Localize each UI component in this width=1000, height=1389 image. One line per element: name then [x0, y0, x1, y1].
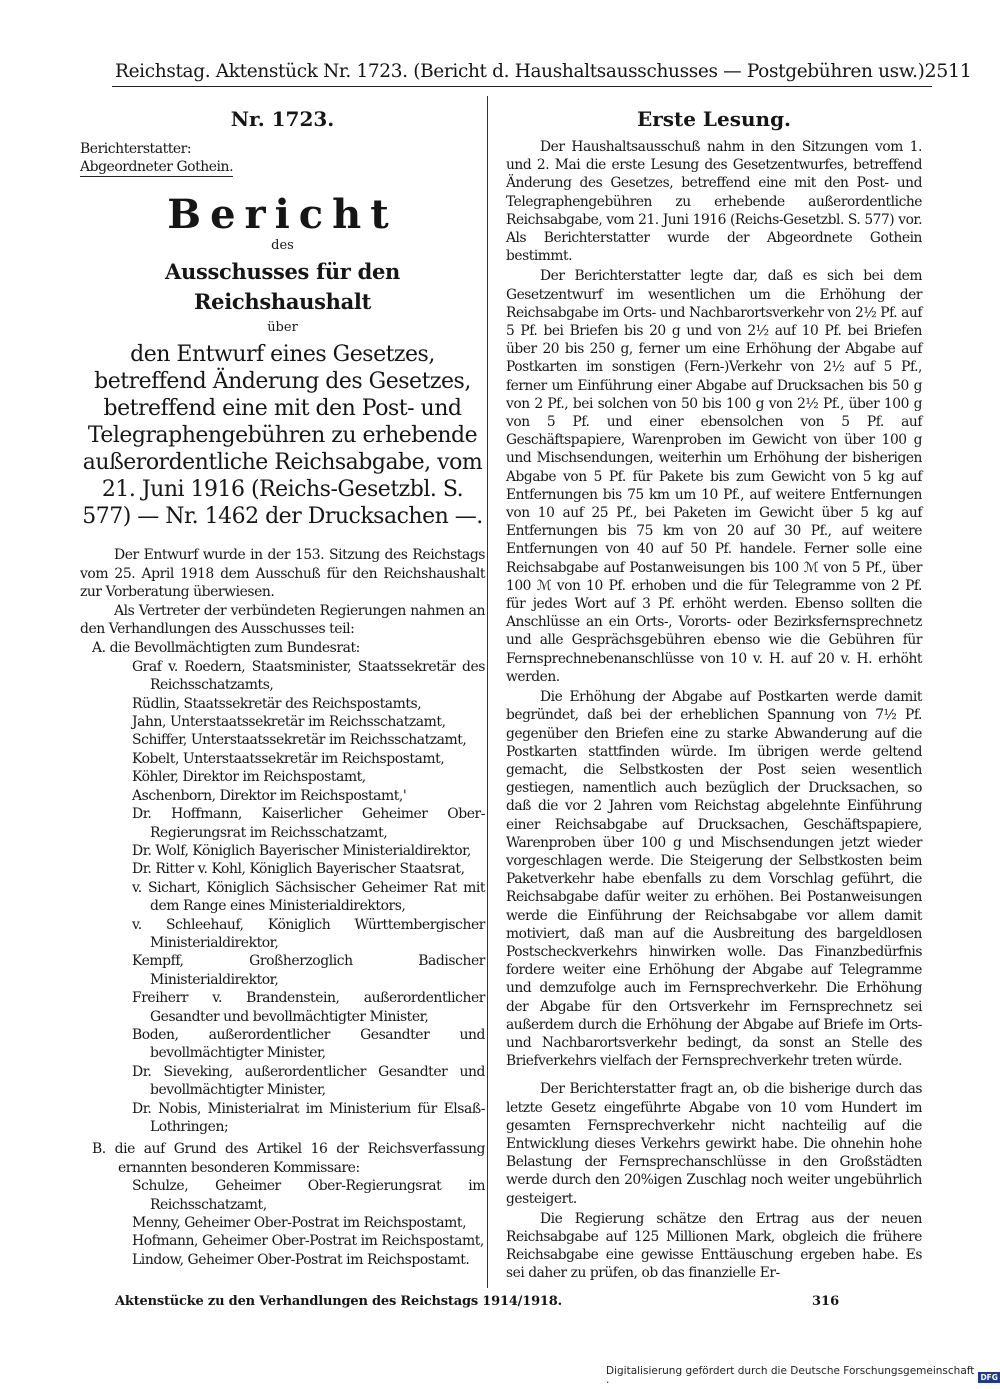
- list-item: v. Schleehauf, Königlich Württembergischer Ministerialdirektor,: [132, 916, 485, 951]
- title-ueber: über: [267, 320, 298, 336]
- report-subject: den Entwurf eines Gesetzes, betreffend Änderung des Gesetzes, betreffend eine mit den Post- und Telegraphengebühren zu erhebende außerordentliche Reichsabgabe, vom 21. Juni 1916 (Reichs-Gesetzbl. S. 577) — Nr. 1462 der Drucksachen —.: [82, 342, 483, 530]
- section-a: [92, 639, 485, 1136]
- paragraph: Die Erhöhung der Abgabe auf Postkarten werde damit begründet, daß bei der erheblichen Spannung von 7½ Pf. gegenüber den Briefen eine zu starke Abwanderung auf die Postkarten stattfinden würde. Im übrigen werde geltend gemacht, die Selbstkosten der Post seien wesentlich gestiegen, namentlich auch bezüglich der Drucksachen, so daß die vor 2 Jahren vom Reichstag abgelehnte Einführung einer Reichsabgabe auf Drucksachen, Geschäftspapiere, Warenproben über 100 g und Mischsendungen jetzt wieder vorgeschlagen werde. Die Steigerung der Selbstkosten beim Paketverkehr habe ebenfalls zu dem Vorschlag geführt, die Reichsabgabe dafür weiter zu erhöhen. Bei Postanweisungen werde die Einführung der Reichsabgabe vor allem damit motiviert, daß man auf die Ausbreitung des bargeldlosen Postscheckverkehrs hinwirken wolle. Das Finanzbedürfnis fordere weiter eine Erhöhung der Abgabe auf Telegramme und demzufolge auch im Fernsprechverkehr. Die Erhöhung der Abgabe für den Ortsverkehr im Fernsprechnetz sei außerdem durch die Erhöhung der Abgabe auf Briefe im Orts- und Nachbarortsverkehr bedingt, da sonst an Stelle des Briefverkehrs vielfach der Fernsprechverkehr treten würde.: [506, 689, 922, 1070]
- left-column: [80, 104, 485, 1269]
- section-a-list: [92, 658, 485, 1137]
- list-item: Menny, Geheimer Ober-Postrat im Reichspostamt,: [132, 1215, 467, 1232]
- list-item: Jahn, Unterstaatssekretär im Reichsschatzamt,: [132, 714, 446, 731]
- list-item: Freiherr v. Brandenstein, außerordentlicher Gesandter und bevollmächtigter Minister,: [132, 990, 485, 1025]
- footer-page-code: 316: [812, 1294, 840, 1309]
- list-item: v. Sichart, Königlich Sächsischer Geheimer Rat mit dem Range eines Ministerialdirektors,: [132, 879, 485, 915]
- list-item: Schulze, Geheimer Ober-Regierungsrat im Reichsschatzamt,: [132, 1178, 485, 1213]
- footer-source: Aktenstücke zu den Verhandlungen des Reichstags 1914/1918.: [115, 1294, 562, 1309]
- right-column: [506, 104, 922, 1285]
- list-item: Boden, außerordentlicher Gesandter und bevollmächtigter Minister,: [132, 1026, 485, 1062]
- digitization-text: Digitalisierung gefördert durch die Deutsche Forschungsgemeinschaft ·: [606, 1365, 975, 1389]
- list-item: Hofmann, Geheimer Ober-Postrat im Reichspostamt,: [132, 1233, 484, 1250]
- section-b-heading: B. die auf Grund des Artikel 16 der Reichsverfassung ernannten besonderen Kommissare:: [92, 1141, 485, 1176]
- running-title: Reichstag. Aktenstück Nr. 1723. (Bericht d. Haushaltsausschusses — Postgebühren usw.): [115, 61, 925, 82]
- paragraph: Die Regierung schätze den Ertrag aus der neuen Reichsabgabe auf 125 Millionen Mark, obgleich die frühere Reichsabgabe eine gewisse Enttäuschung ergeben habe. Es sei daher zu prüfen, ob das finanzielle Er-: [506, 1210, 922, 1282]
- list-item: Kobelt, Unterstaatssekretär im Reichspostamt,: [132, 750, 445, 767]
- digitization-note: [606, 1365, 1000, 1389]
- reporter-name: Abgeordneter Gothein.: [80, 159, 234, 176]
- committee-title: Ausschusses für den Reichshaushalt: [165, 259, 400, 315]
- dfg-logo-icon: DFG: [978, 1372, 1000, 1383]
- reporter-label: Berichterstatter:: [80, 141, 192, 157]
- list-item: Dr. Wolf, Königlich Bayerischer Ministerialdirektor,: [132, 842, 471, 859]
- list-item: Kempff, Großherzoglich Badischer Ministerialdirektor,: [132, 953, 485, 988]
- paragraph: Der Haushaltsausschuß nahm in den Sitzungen vom 1. und 2. Mai die erste Lesung des Gesetzentwurfes, betreffend Änderung des Gesetzes, betreffend eine mit den Post- und Telegraphengebühren zu erhebende außerordentliche Reichsabgabe, vom 21. Juni 1916 (Reichs-Gesetzbl. S. 577) vor. Als Berichterstatter wurde der Abgeordnete Gothein bestimmt.: [506, 139, 922, 265]
- section-b: [92, 1140, 485, 1269]
- list-item: Dr. Sieveking, außerordentlicher Gesandter und bevollmächtigter Minister,: [132, 1063, 485, 1099]
- header-rule: [112, 86, 932, 87]
- list-item: Rüdlin, Staatssekretär des Reichspostamts,: [132, 695, 422, 712]
- title-des: des: [271, 238, 294, 254]
- representatives-paragraph: Als Vertreter der verbündeten Regierungen nahmen an den Verhandlungen des Ausschusses teil:: [80, 602, 485, 638]
- report-title: Bericht: [167, 191, 398, 239]
- intro-paragraph: Der Entwurf wurde in der 153. Sitzung des Reichstags vom 25. April 1918 dem Ausschuß für den Reichshaushalt zur Vorberatung überwiesen.: [80, 547, 485, 601]
- list-item: Köhler, Direktor im Reichspostamt,: [132, 769, 366, 786]
- list-item: Aschenborn, Direktor im Reichspostamt,': [132, 787, 407, 804]
- document-number: Nr. 1723.: [230, 107, 335, 131]
- paragraph: Der Berichterstatter fragt an, ob die bisherige durch das letzte Gesetz eingeführte Abgabe von 10 vom Hundert im gesamten Fernsprechverkehr nicht nachteilig auf die Entwicklung dieses Verkehrs gewirkt habe. Die ohnehin hohe Belastung der Fernsprechanschlüsse in den Großstädten werde durch den 20%igen Zuschlag noch weiter ungebührlich gesteigert.: [506, 1081, 922, 1207]
- section-a-heading: A. die Bevollmächtigten zum Bundesrat:: [92, 640, 360, 657]
- section-heading: Erste Lesung.: [636, 107, 792, 131]
- list-item: Lindow, Geheimer Ober-Postrat im Reichspostamt.: [132, 1251, 470, 1268]
- running-header: [115, 60, 972, 82]
- list-item: Schiffer, Unterstaatssekretär im Reichsschatzamt,: [132, 732, 467, 749]
- list-item: Dr. Ritter v. Kohl, Königlich Bayerischer Staatsrat,: [132, 861, 465, 878]
- section-b-list: [92, 1177, 485, 1269]
- list-item: Dr. Nobis, Ministerialrat im Ministerium für Elsaß-Lothringen;: [132, 1100, 485, 1135]
- list-item: Dr. Hoffmann, Kaiserlicher Geheimer Ober-Regierungsrat im Reichsschatzamt,: [132, 806, 485, 841]
- paragraph: Der Berichterstatter legte dar, daß es sich bei dem Gesetzentwurf im wesentlichen um die Erhöhung der Reichsabgabe im Orts- und Nachbarortsverkehr von 2½ Pf. auf 5 Pf. bei Briefen bis 20 g und von 2½ auf 10 Pf. bei Briefen über 20 bis 250 g, ferner um eine Erhöhung der Abgabe auf Postkarten im sonstigen (Fern-)Verkehr von 2½ auf 5 Pf., ferner um Einführung einer Abgabe auf Drucksachen bis 50 g von 2 Pf., bei solchen von 50 bis 100 g von 2½ Pf., über 100 g von 5 Pf. und einer ebensolchen von 5 Pf. auf Geschäftspapiere, Warenproben im Gewicht von über 100 g und Mischsendungen, weiterhin um Erhöhung der bisherigen Abgabe von 5 Pf. für Pakete bis zum Gewicht von 5 kg auf Entfernungen bis 75 km um 10 Pf., auf weitere Entfernungen von 10 auf 25 Pf., bei Paketen im Gewicht über 5 kg auf Entfernungen bis 75 km von 20 auf 30 Pf., auf weitere Entfernungen von 40 auf 50 Pf. handele. Ferner solle eine Reichsabgabe auf Postanweisungen bis 100 ℳ von 5 Pf., über 100 ℳ von 10 Pf. erhoben und die für Telegramme von 2 Pf. für jedes Wort auf 3 Pf. erhöht werden. Ebenso sollten die Anschlüsse an ein Orts-, Vororts- oder Bezirksfernsprechnetz und alle Gesprächsgebühren ebenso wie die Gebühren für Fernsprechnebenanschlüsse von 10 v. H. auf 20 v. H. erhöht werden.: [506, 268, 922, 685]
- column-divider: [487, 96, 488, 1288]
- page-number: 2511: [924, 60, 972, 82]
- list-item: Graf v. Roedern, Staatsminister, Staatssekretär des Reichsschatzamts,: [132, 658, 485, 694]
